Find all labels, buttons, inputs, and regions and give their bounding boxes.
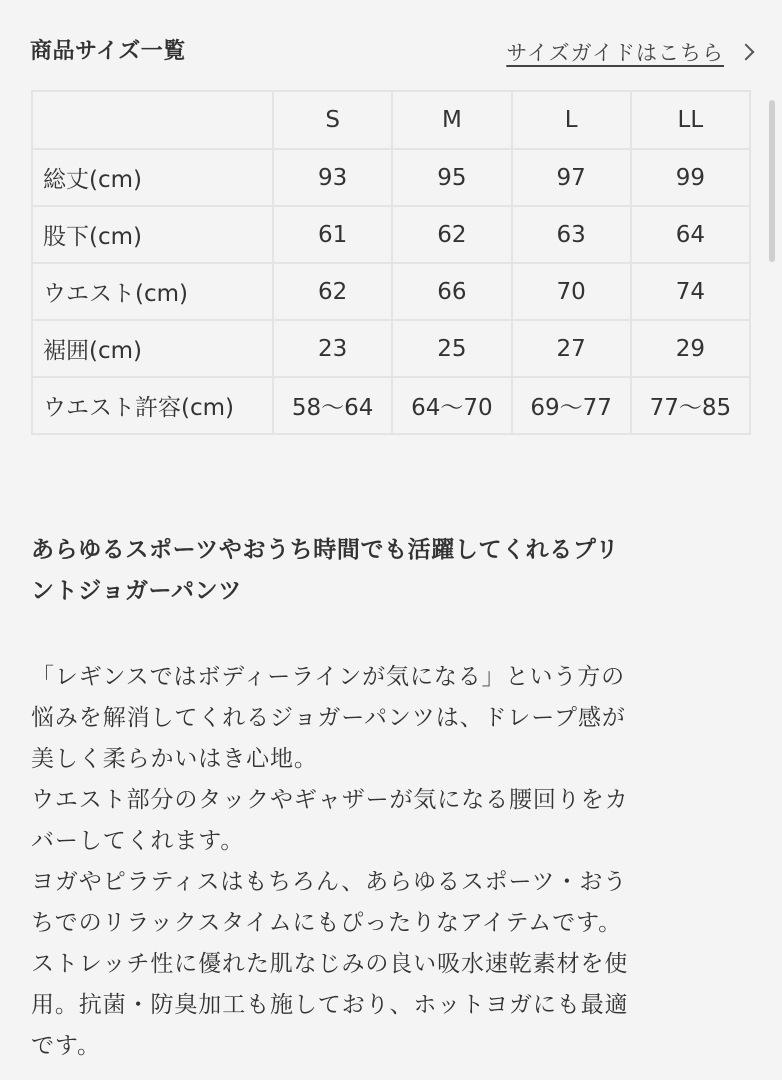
table-cell: 69〜77 [512, 377, 631, 434]
size-list-header [30, 34, 756, 70]
table-row [32, 320, 750, 377]
table-cell: 64 [631, 206, 750, 263]
table-cell: 63 [512, 206, 631, 263]
table-row [32, 377, 750, 434]
product-description-body [31, 657, 751, 1067]
table-cell: 74 [631, 263, 750, 320]
table-cell: 58〜64 [273, 377, 392, 434]
table-cell: 29 [631, 320, 750, 377]
table-cell: 70 [512, 263, 631, 320]
row-label: 裾囲(cm) [32, 320, 273, 377]
size-table-header-row [32, 91, 750, 149]
row-label: 股下(cm) [32, 206, 273, 263]
description-line: ウエスト部分のタックやギャザーが気になる腰回りをカ [31, 787, 629, 813]
table-cell: 61 [273, 206, 392, 263]
product-description-heading [31, 530, 746, 612]
table-cell: 25 [392, 320, 511, 377]
table-cell: 62 [392, 206, 511, 263]
size-column-header: M [392, 91, 511, 149]
description-line: 美しく柔らかいはき心地。 [31, 746, 318, 772]
table-cell: 27 [512, 320, 631, 377]
table-cell: 66 [392, 263, 511, 320]
description-line: です。 [31, 1033, 101, 1059]
table-row [32, 206, 750, 263]
description-line: ヨガやピラティスはもちろん、あらゆるスポーツ・おう [31, 869, 628, 895]
table-cell: 97 [512, 149, 631, 206]
table-cell: 77〜85 [631, 377, 750, 434]
row-label: 総丈(cm) [32, 149, 273, 206]
size-guide-link-label[interactable]: サイズガイドはこちら [506, 41, 724, 65]
page-title: 商品サイズ一覧 [30, 39, 186, 64]
description-line: バーしてくれます。 [31, 828, 245, 854]
table-cell: 62 [273, 263, 392, 320]
scrollbar-thumb[interactable] [769, 100, 775, 262]
table-row [32, 149, 750, 206]
table-cell: 95 [392, 149, 511, 206]
table-cell: 93 [273, 149, 392, 206]
description-line: 用。抗菌・防臭加工も施しており、ホットヨガにも最適 [31, 992, 629, 1018]
description-line: 「レギンスではボディーラインが気になる」という方の [31, 664, 626, 690]
table-cell: 64〜70 [392, 377, 511, 434]
size-table-corner-cell [32, 91, 273, 149]
heading-line: あらゆるスポーツやおうち時間でも活躍してくれるプリ [31, 537, 620, 563]
table-cell: 99 [631, 149, 750, 206]
table-cell: 23 [273, 320, 392, 377]
size-column-header: LL [631, 91, 750, 149]
row-label: ウエスト許容(cm) [32, 377, 273, 434]
size-table [31, 90, 751, 435]
size-guide-link[interactable] [506, 34, 756, 70]
description-line: ちでのリラックスタイムにもぴったりなアイテムです。 [31, 910, 623, 936]
heading-line: ントジョガーパンツ [31, 578, 242, 604]
size-column-header: L [512, 91, 631, 149]
chevron-right-icon[interactable] [738, 44, 755, 61]
description-line: ストレッチ性に優れた肌なじみの良い吸水速乾素材を使 [31, 951, 629, 977]
size-column-header: S [273, 91, 392, 149]
row-label: ウエスト(cm) [32, 263, 273, 320]
table-row [32, 263, 750, 320]
description-line: 悩みを解消してくれるジョガーパンツは、ドレープ感が [31, 705, 626, 731]
